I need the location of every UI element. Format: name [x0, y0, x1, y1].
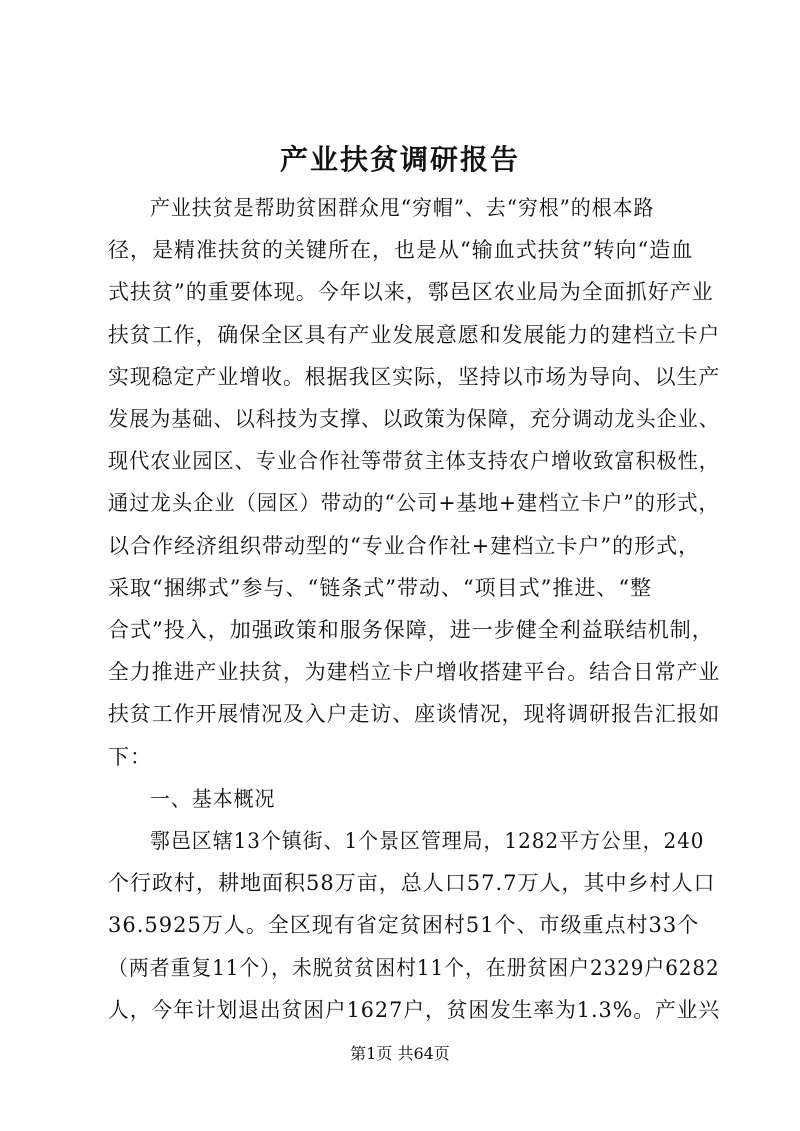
paragraph-line: 产业扶贫是帮助贫困群众甩“穷帽”、去“穷根”的根本路	[150, 196, 655, 220]
paragraph-line: （两者重复11个），未脱贫贫困村11个，在册贫困户2329户6282	[108, 955, 720, 980]
paragraph-line: 发展为基础、以科技为支撑、以政策为保障，充分调动龙头企业、	[108, 407, 720, 431]
paragraph-line: 扶贫工作，确保全区具有产业发展意愿和发展能力的建档立卡户	[108, 322, 721, 347]
paragraph-line: 个行政村，耕地面积58万亩，总人口57.7万人，其中乡村人口	[108, 871, 716, 896]
paragraph-line: 径，是精准扶贫的关键所在，也是从“输血式扶贫”转向“造血	[108, 238, 694, 263]
paragraph-line: 扶贫工作开展情况及入户走访、座谈情况，现将调研报告汇报如	[108, 702, 721, 727]
paragraph-line: 式扶贫”的重要体现。今年以来，鄠邑区农业局为全面抓好产业	[108, 280, 714, 305]
paragraph-line: 现代农业园区、专业合作社等带贫主体支持农户增收致富积极性，	[108, 449, 720, 474]
paragraph-line: 采取“捆绑式”参与、“链条式”带动、“项目式”推进、“整	[108, 575, 653, 600]
paragraph-line: 全力推进产业扶贫，为建档立卡户增收搭建平台。结合日常产业	[108, 660, 721, 685]
paragraph-line: 36.5925万人。全区现有省定贫困村51个、市级重点村33个	[108, 913, 700, 938]
paragraph-line: 以合作经济组织带动型的“专业合作社+建档立卡户”的形式，	[108, 533, 701, 558]
paragraph-line: 合式”投入，加强政策和服务保障，进一步健全利益联结机制，	[108, 618, 714, 642]
paragraph-line: 人，今年计划退出贫困户1627户，贫困发生率为1.3%。产业兴	[108, 997, 721, 1022]
page-footer: 第1页 共64页	[350, 1044, 450, 1063]
paragraph-line: 实现稳定产业增收。根据我区实际，坚持以市场为导向、以生产	[108, 364, 721, 389]
document-title: 产业扶贫调研报告	[279, 143, 520, 176]
paragraph-line: 下：	[108, 744, 152, 769]
section-heading: 一、基本概况	[150, 786, 276, 811]
paragraph-line: 通过龙头企业（园区）带动的“公司+基地+建档立卡户”的形式，	[108, 491, 720, 516]
paragraph-line: 鄠邑区辖13个镇街、1个景区管理局，1282平方公里，240	[150, 829, 705, 853]
